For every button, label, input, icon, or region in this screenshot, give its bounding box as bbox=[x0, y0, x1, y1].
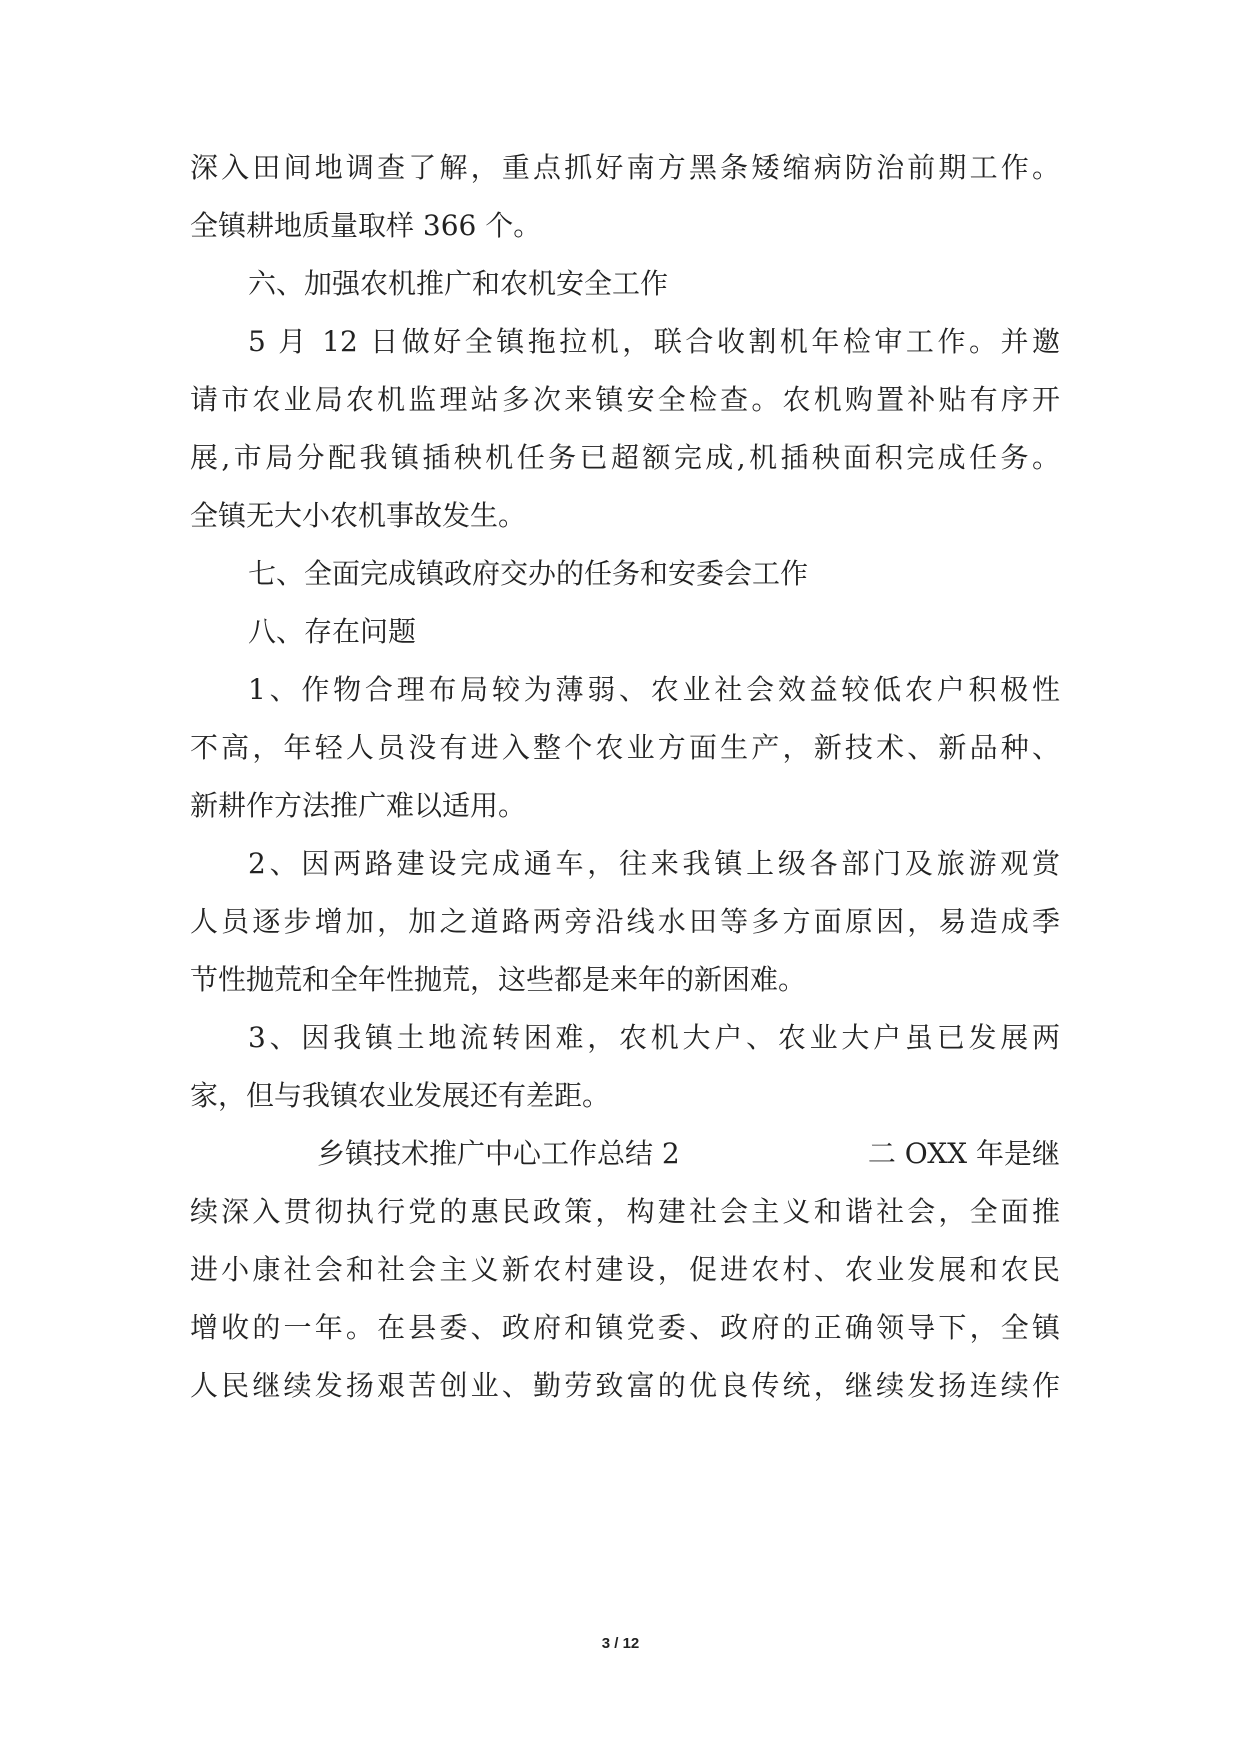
text-line: 3、因我镇土地流转困难，农机大户、农业大户虽已发展两 bbox=[248, 1021, 1060, 1054]
text-line: 进小康社会和社会主义新农村建设，促进农村、农业发展和农民 bbox=[190, 1253, 1060, 1286]
text-line: 5 月 12 日做好全镇拖拉机，联合收割机年检审工作。并邀 bbox=[248, 325, 1060, 358]
text-line: 深入田间地调查了解，重点抓好南方黑条矮缩病防治前期工作。 bbox=[190, 151, 1060, 184]
text-line: 展,市局分配我镇插秧机任务已超额完成,机插秧面积完成任务。 bbox=[190, 441, 1060, 474]
text-line: 增收的一年。在县委、政府和镇党委、政府的正确领导下，全镇 bbox=[190, 1311, 1060, 1344]
text-line: 续深入贯彻执行党的惠民政策，构建社会主义和谐社会，全面推 bbox=[190, 1195, 1060, 1228]
text-line: 人民继续发扬艰苦创业、勤劳致富的优良传统，继续发扬连续作 bbox=[190, 1369, 1060, 1402]
text-line: 请市农业局农机监理站多次来镇安全检查。农机购置补贴有序开 bbox=[190, 383, 1060, 416]
text-line: 全镇耕地质量取样 366 个。 bbox=[190, 209, 542, 242]
section-heading-six: 六、加强农机推广和农机安全工作 bbox=[248, 267, 669, 300]
section-heading-eight: 八、存在问题 bbox=[248, 615, 417, 648]
text-line: 2、因两路建设完成通车，往来我镇上级各部门及旅游观赏 bbox=[248, 847, 1060, 880]
section-title: 乡镇技术推广中心工作总结 2 bbox=[317, 1137, 680, 1170]
section-intro-start: 二 OXX 年是继 bbox=[867, 1137, 1060, 1170]
section-title-row bbox=[190, 1132, 1060, 1176]
text-line: 家，但与我镇农业发展还有差距。 bbox=[190, 1079, 611, 1112]
text-line: 1、作物合理布局较为薄弱、农业社会效益较低农户积极性 bbox=[248, 673, 1060, 706]
text-line: 节性抛荒和全年性抛荒，这些都是来年的新困难。 bbox=[190, 963, 807, 996]
text-line: 人员逐步增加，加之道路两旁沿线水田等多方面原因，易造成季 bbox=[190, 905, 1060, 938]
text-line: 新耕作方法推广难以适用。 bbox=[190, 789, 527, 822]
text-line: 不高，年轻人员没有进入整个农业方面生产，新技术、新品种、 bbox=[190, 731, 1060, 764]
section-heading-seven: 七、全面完成镇政府交办的任务和安委会工作 bbox=[248, 557, 809, 590]
page-number: 3 / 12 bbox=[601, 1635, 640, 1652]
text-line: 全镇无大小农机事故发生。 bbox=[190, 499, 527, 532]
